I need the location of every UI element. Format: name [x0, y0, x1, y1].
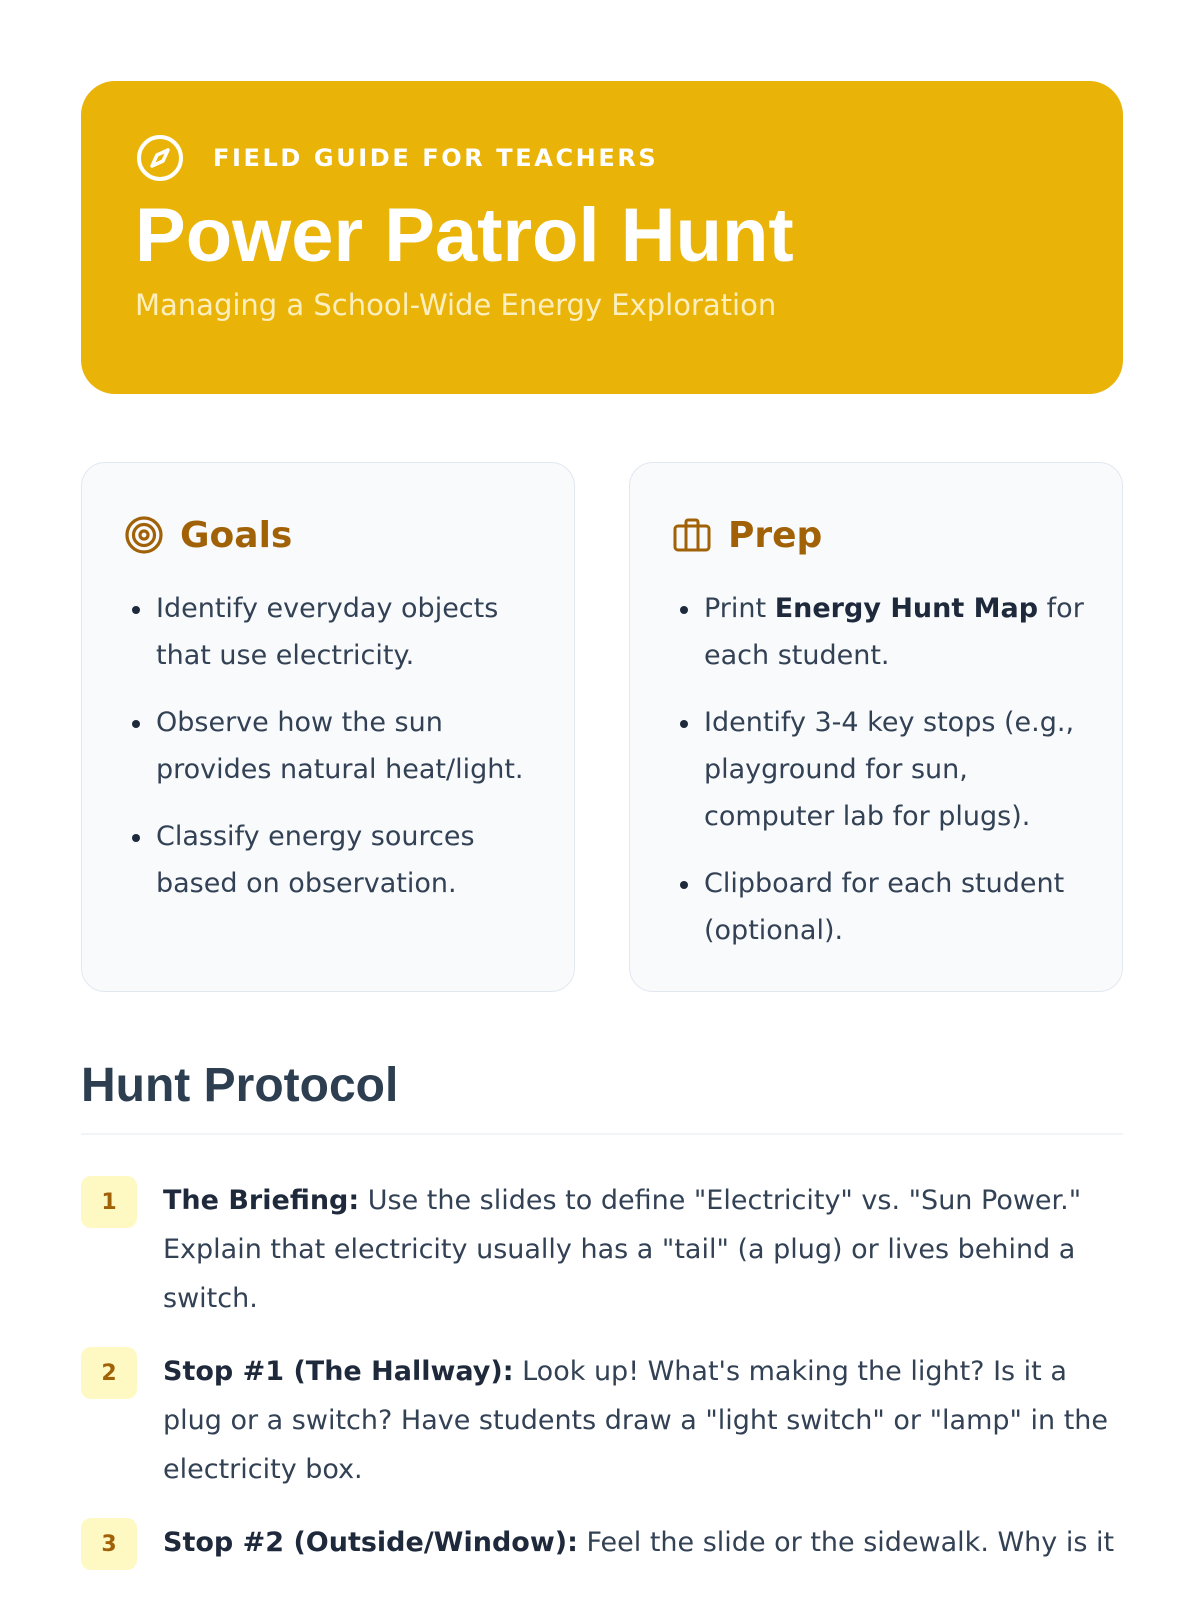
goals-item: Observe how the sun provides natural heat/light.: [156, 699, 538, 793]
target-icon: [124, 515, 164, 555]
page-subtitle: Managing a School-Wide Energy Exploration: [135, 288, 777, 322]
prep-item: [704, 699, 1086, 840]
section-divider: [81, 1133, 1123, 1135]
goals-item: Classify energy sources based on observation.: [156, 813, 538, 907]
prep-card: [629, 462, 1123, 992]
goals-title: Goals: [180, 514, 293, 556]
step-body: Feel the slide or the sidewalk. Why is it: [577, 1527, 1115, 1558]
prep-item-bold: Energy Hunt Map: [774, 593, 1039, 624]
prep-item-text: Identify 3-4 key stops (e.g., playground for sun, computer lab for plugs).: [704, 707, 1075, 832]
step-number-badge: 3: [81, 1518, 137, 1570]
prep-item-text: Clipboard for each student (optional).: [704, 868, 1065, 946]
protocol-step: [81, 1176, 1123, 1323]
protocol-steps: [81, 1185, 1123, 1608]
goals-list: [124, 585, 538, 907]
goals-item: Identify everyday objects that use electricity.: [156, 585, 538, 679]
header-banner: [81, 81, 1123, 394]
protocol-step: [81, 1347, 1123, 1494]
step-label: Stop #1 (The Hallway):: [163, 1356, 514, 1387]
step-label: The Briefing:: [163, 1185, 360, 1216]
protocol-step: [81, 1518, 1123, 1572]
step-number-badge: 1: [81, 1176, 137, 1228]
prep-item: [704, 585, 1086, 679]
prep-title: Prep: [728, 514, 823, 556]
prep-item: [704, 860, 1086, 954]
step-label: Stop #2 (Outside/Window):: [163, 1527, 578, 1558]
prep-header: [672, 507, 1086, 563]
page-title: Power Patrol Hunt: [135, 193, 794, 278]
goals-card: [81, 462, 575, 992]
prep-list: [672, 585, 1086, 954]
eyebrow-label: FIELD GUIDE FOR TEACHERS: [213, 144, 659, 172]
step-text: [163, 1347, 1123, 1494]
step-text: [163, 1176, 1123, 1323]
goals-header: [124, 507, 538, 563]
step-text: [163, 1518, 1123, 1567]
step-body: Use the slides to define "Electricity" vs. "Sun Power." Explain that electricity usually has a "tail" (a plug) or lives behind a switch.: [163, 1185, 1082, 1314]
step-body: Look up! What's making the light? Is it a plug or a switch? Have students draw a "light switch" or "lamp" in the electricity box.: [163, 1356, 1109, 1485]
protocol-title: Hunt Protocol: [81, 1059, 399, 1112]
prep-item-text: for each student.: [704, 593, 1084, 671]
compass-icon: [135, 133, 185, 183]
step-number-badge: 2: [81, 1347, 137, 1399]
briefcase-icon: [672, 515, 712, 555]
prep-item-text: Print: [704, 593, 775, 624]
eyebrow: [135, 133, 1123, 183]
